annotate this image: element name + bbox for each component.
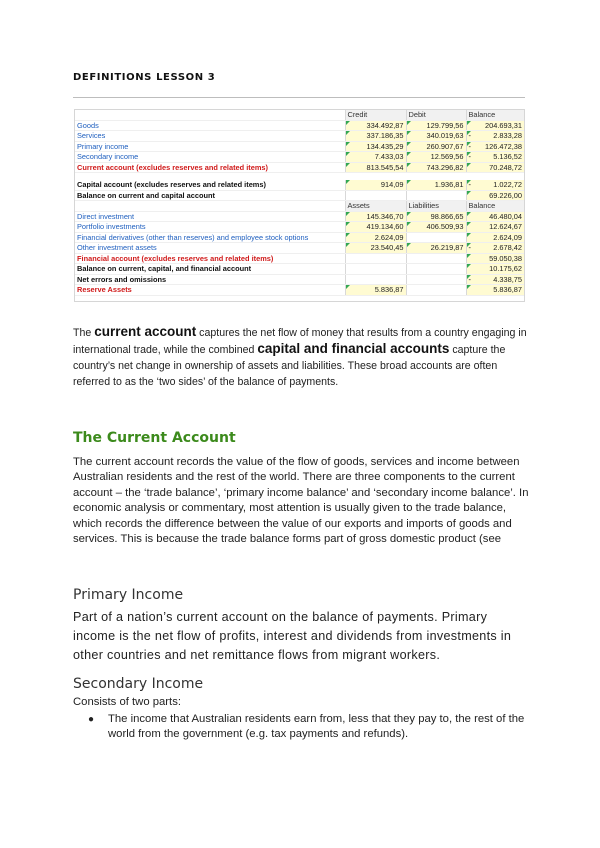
balance-table: [75, 110, 524, 296]
row-label: Primary income: [75, 141, 345, 152]
cell-value: 7.433,03: [374, 152, 404, 162]
cell-value: 2.678,42: [493, 243, 522, 253]
value-cell: [406, 180, 466, 190]
current-account-body: The current account records the value of the flow of goods, services and income between Australian residents and the rest of the world. There are three components to the current account – the ‘trade balance’, ‘primary income balance’ and ‘secondary income balance’. In economic analysis or commentary, most attention is usually given to the trade balance, which records the difference between the value of our exports and imports of goods and services. This is because the trade balance forms part of gross domestic product (see: [73, 456, 529, 546]
value-cell: [466, 120, 524, 131]
table-row: [75, 243, 524, 254]
value-cell: [345, 141, 406, 152]
cell-value: 260.907,67: [426, 141, 464, 151]
value-cell: [406, 222, 466, 233]
cell-comment-marker: [346, 121, 350, 125]
cell-value: 813.545,54: [366, 162, 404, 172]
cell-value: 59.050,38: [489, 253, 522, 263]
table-header-row: [75, 201, 524, 212]
document-heading: DEFINITIONS LESSON 3: [73, 72, 216, 83]
secondary-income-list: [88, 712, 528, 743]
secondary-income-title: Secondary Income: [73, 676, 204, 692]
cell-comment-marker: [346, 180, 350, 184]
value-cell: [406, 285, 466, 296]
value-cell: [345, 162, 406, 173]
cell-value: 145.346,70: [366, 211, 404, 221]
value-cell: [466, 274, 524, 285]
value-cell: [406, 162, 466, 173]
cell-value: 98.866,65: [430, 211, 464, 221]
bullet-icon: ●: [88, 714, 95, 725]
table-row: [75, 162, 524, 173]
row-label: Financial derivatives (other than reserves) and employee stock options: [75, 232, 345, 243]
row-label: Balance on current, capital, and financial account: [75, 264, 345, 275]
value-cell: [345, 253, 406, 264]
row-label: Balance on current and capital account: [75, 190, 345, 201]
cell-value: 1.022,72: [493, 180, 522, 190]
value-cell: [345, 131, 406, 142]
cell-comment-marker: [407, 243, 411, 247]
column-header: Debit: [406, 110, 466, 120]
capital-financial-accounts-term: capital and financial accounts: [257, 341, 450, 356]
intro-text-1: The: [73, 327, 95, 339]
cell-comment-marker: [346, 152, 350, 156]
current-account-title: The Current Account: [73, 430, 236, 446]
value-cell: [406, 232, 466, 243]
cell-comment-marker: [467, 191, 471, 195]
cell-value: 12.569,56: [430, 152, 464, 162]
value-cell: [345, 232, 406, 243]
row-label: Capital account (excludes reserves and related items): [75, 180, 345, 190]
value-cell: [406, 131, 466, 142]
cell-value: 419.134,60: [366, 222, 404, 232]
cell-value: 334.492,87: [366, 120, 404, 130]
row-label: Current account (excludes reserves and related items): [75, 162, 345, 173]
table-row: [75, 211, 524, 222]
cell-comment-marker: [407, 152, 411, 156]
spacer-cell: [75, 173, 345, 181]
spacer-cell: [345, 173, 406, 181]
cell-value: 204.693,31: [485, 120, 522, 130]
value-cell: [466, 253, 524, 264]
heading-divider: [73, 97, 525, 98]
table-row: [75, 190, 524, 201]
cell-value: 23.540,45: [370, 243, 404, 253]
cell-value: 1.936,81: [434, 180, 464, 190]
value-cell: [345, 120, 406, 131]
value-cell: [466, 222, 524, 233]
cell-value: 2.624,09: [493, 232, 522, 242]
cell-comment-marker: [346, 212, 350, 216]
cell-comment-marker: [467, 222, 471, 226]
value-cell: [345, 285, 406, 296]
cell-comment-marker: [346, 233, 350, 237]
negative-marker: -: [468, 243, 471, 252]
value-cell: [345, 190, 406, 201]
cell-value: 914,09: [380, 180, 404, 190]
cell-comment-marker: [407, 212, 411, 216]
intro-text-2: captures the net flow of money that results from a country engaging in international trade, while the combined: [73, 327, 527, 356]
secondary-income-intro: Consists of two parts:: [73, 696, 181, 708]
value-cell: [406, 152, 466, 163]
column-header: Balance: [466, 110, 524, 120]
table-row: [75, 131, 524, 142]
cell-comment-marker: [467, 163, 471, 167]
cell-comment-marker: [346, 222, 350, 226]
value-cell: [466, 264, 524, 275]
spacer-cell: [406, 173, 466, 181]
value-cell: [466, 162, 524, 173]
current-account-term: current account: [94, 324, 197, 339]
cell-value: 26.219,87: [430, 243, 464, 253]
value-cell: [466, 180, 524, 190]
cell-value: 5.836,87: [493, 285, 522, 295]
column-header: Balance: [466, 201, 524, 212]
value-cell: [406, 264, 466, 275]
cell-comment-marker: [346, 163, 350, 167]
cell-value: 2.833,28: [493, 131, 522, 141]
cell-comment-marker: [407, 163, 411, 167]
value-cell: [406, 190, 466, 201]
primary-income-body: Part of a nation’s current account on the balance of payments. Primary income is the net flow of profits, interest and dividends from investments in other countries and net remittance flows from migrant workers.: [73, 610, 512, 662]
value-cell: [466, 141, 524, 152]
table-spacer-row: [75, 173, 524, 181]
cell-comment-marker: [467, 121, 471, 125]
negative-marker: -: [468, 180, 471, 189]
cell-comment-marker: [346, 142, 350, 146]
value-cell: [406, 120, 466, 131]
value-cell: [466, 131, 524, 142]
row-label: Services: [75, 131, 345, 142]
cell-comment-marker: [346, 285, 350, 289]
cell-comment-marker: [467, 212, 471, 216]
cell-comment-marker: [467, 285, 471, 289]
header-label-cell: [75, 201, 345, 212]
list-item: [88, 712, 528, 743]
cell-value: 406.509,93: [426, 222, 464, 232]
cell-comment-marker: [407, 180, 411, 184]
table-row: [75, 180, 524, 190]
negative-marker: -: [468, 274, 471, 284]
balance-of-payments-table-image: [74, 109, 525, 302]
cell-value: 129.799,56: [426, 120, 464, 130]
table-row: [75, 264, 524, 275]
header-label-cell: [75, 110, 345, 120]
table-row: [75, 274, 524, 285]
value-cell: [466, 190, 524, 201]
cell-comment-marker: [467, 254, 471, 258]
table-row: [75, 141, 524, 152]
table-row: [75, 232, 524, 243]
cell-value: 10.175,62: [489, 264, 522, 274]
cell-comment-marker: [407, 222, 411, 226]
table-header-row: [75, 110, 524, 120]
table-row: [75, 285, 524, 296]
cell-value: 134.435,29: [366, 141, 404, 151]
cell-value: 743.296,82: [426, 162, 464, 172]
cell-value: 12.624,67: [489, 222, 522, 232]
cell-value: 5.136,52: [493, 152, 522, 162]
value-cell: [406, 243, 466, 254]
column-header: Liabilities: [406, 201, 466, 212]
cell-value: 4.338,75: [493, 274, 522, 284]
value-cell: [345, 211, 406, 222]
column-header: Assets: [345, 201, 406, 212]
value-cell: [406, 274, 466, 285]
row-label: Financial account (excludes reserves and related items): [75, 253, 345, 264]
cell-value: 69.226,00: [489, 190, 522, 200]
cell-comment-marker: [407, 121, 411, 125]
value-cell: [345, 274, 406, 285]
table-row: [75, 152, 524, 163]
cell-value: 126.472,38: [485, 141, 522, 151]
value-cell: [345, 222, 406, 233]
cell-value: 70.248,72: [489, 162, 522, 172]
row-label: Reserve Assets: [75, 285, 345, 296]
value-cell: [406, 253, 466, 264]
value-cell: [466, 152, 524, 163]
column-header: Credit: [345, 110, 406, 120]
value-cell: [345, 180, 406, 190]
cell-comment-marker: [407, 142, 411, 146]
cell-comment-marker: [346, 243, 350, 247]
row-label: Direct investment: [75, 211, 345, 222]
cell-comment-marker: [467, 264, 471, 268]
row-label: Net errors and omissions: [75, 274, 345, 285]
cell-value: 340.019,63: [426, 131, 464, 141]
row-label: Secondary income: [75, 152, 345, 163]
negative-marker: -: [468, 152, 471, 161]
cell-value: 337.186,35: [366, 131, 404, 141]
cell-value: 46.480,04: [489, 211, 522, 221]
table-row: [75, 120, 524, 131]
value-cell: [345, 264, 406, 275]
negative-marker: -: [468, 141, 471, 151]
value-cell: [345, 243, 406, 254]
cell-comment-marker: [467, 233, 471, 237]
cell-value: 5.836,87: [374, 285, 404, 295]
cell-value: 2.624,09: [374, 232, 404, 242]
negative-marker: -: [468, 131, 471, 140]
primary-income-title: Primary Income: [73, 587, 184, 603]
value-cell: [466, 285, 524, 296]
intro-paragraph: [73, 324, 533, 390]
row-label: Portfolio investments: [75, 222, 345, 233]
value-cell: [466, 211, 524, 222]
value-cell: [406, 141, 466, 152]
intro-text-3: capture the country’s net change in ownership of assets and liabilities. These broad accounts are often referred to as the ‘two sides’ of the balance of payments.: [73, 344, 506, 388]
table-row: [75, 222, 524, 233]
value-cell: [466, 243, 524, 254]
spacer-cell: [466, 173, 524, 181]
list-item-text: The income that Australian residents earn from, less that they pay to, the rest of the world from the government (e.g. tax payments and refunds).: [108, 713, 525, 741]
value-cell: [466, 232, 524, 243]
cell-comment-marker: [407, 131, 411, 135]
value-cell: [345, 152, 406, 163]
table-row: [75, 253, 524, 264]
row-label: Other investment assets: [75, 243, 345, 254]
value-cell: [406, 211, 466, 222]
row-label: Goods: [75, 120, 345, 131]
cell-comment-marker: [346, 131, 350, 135]
